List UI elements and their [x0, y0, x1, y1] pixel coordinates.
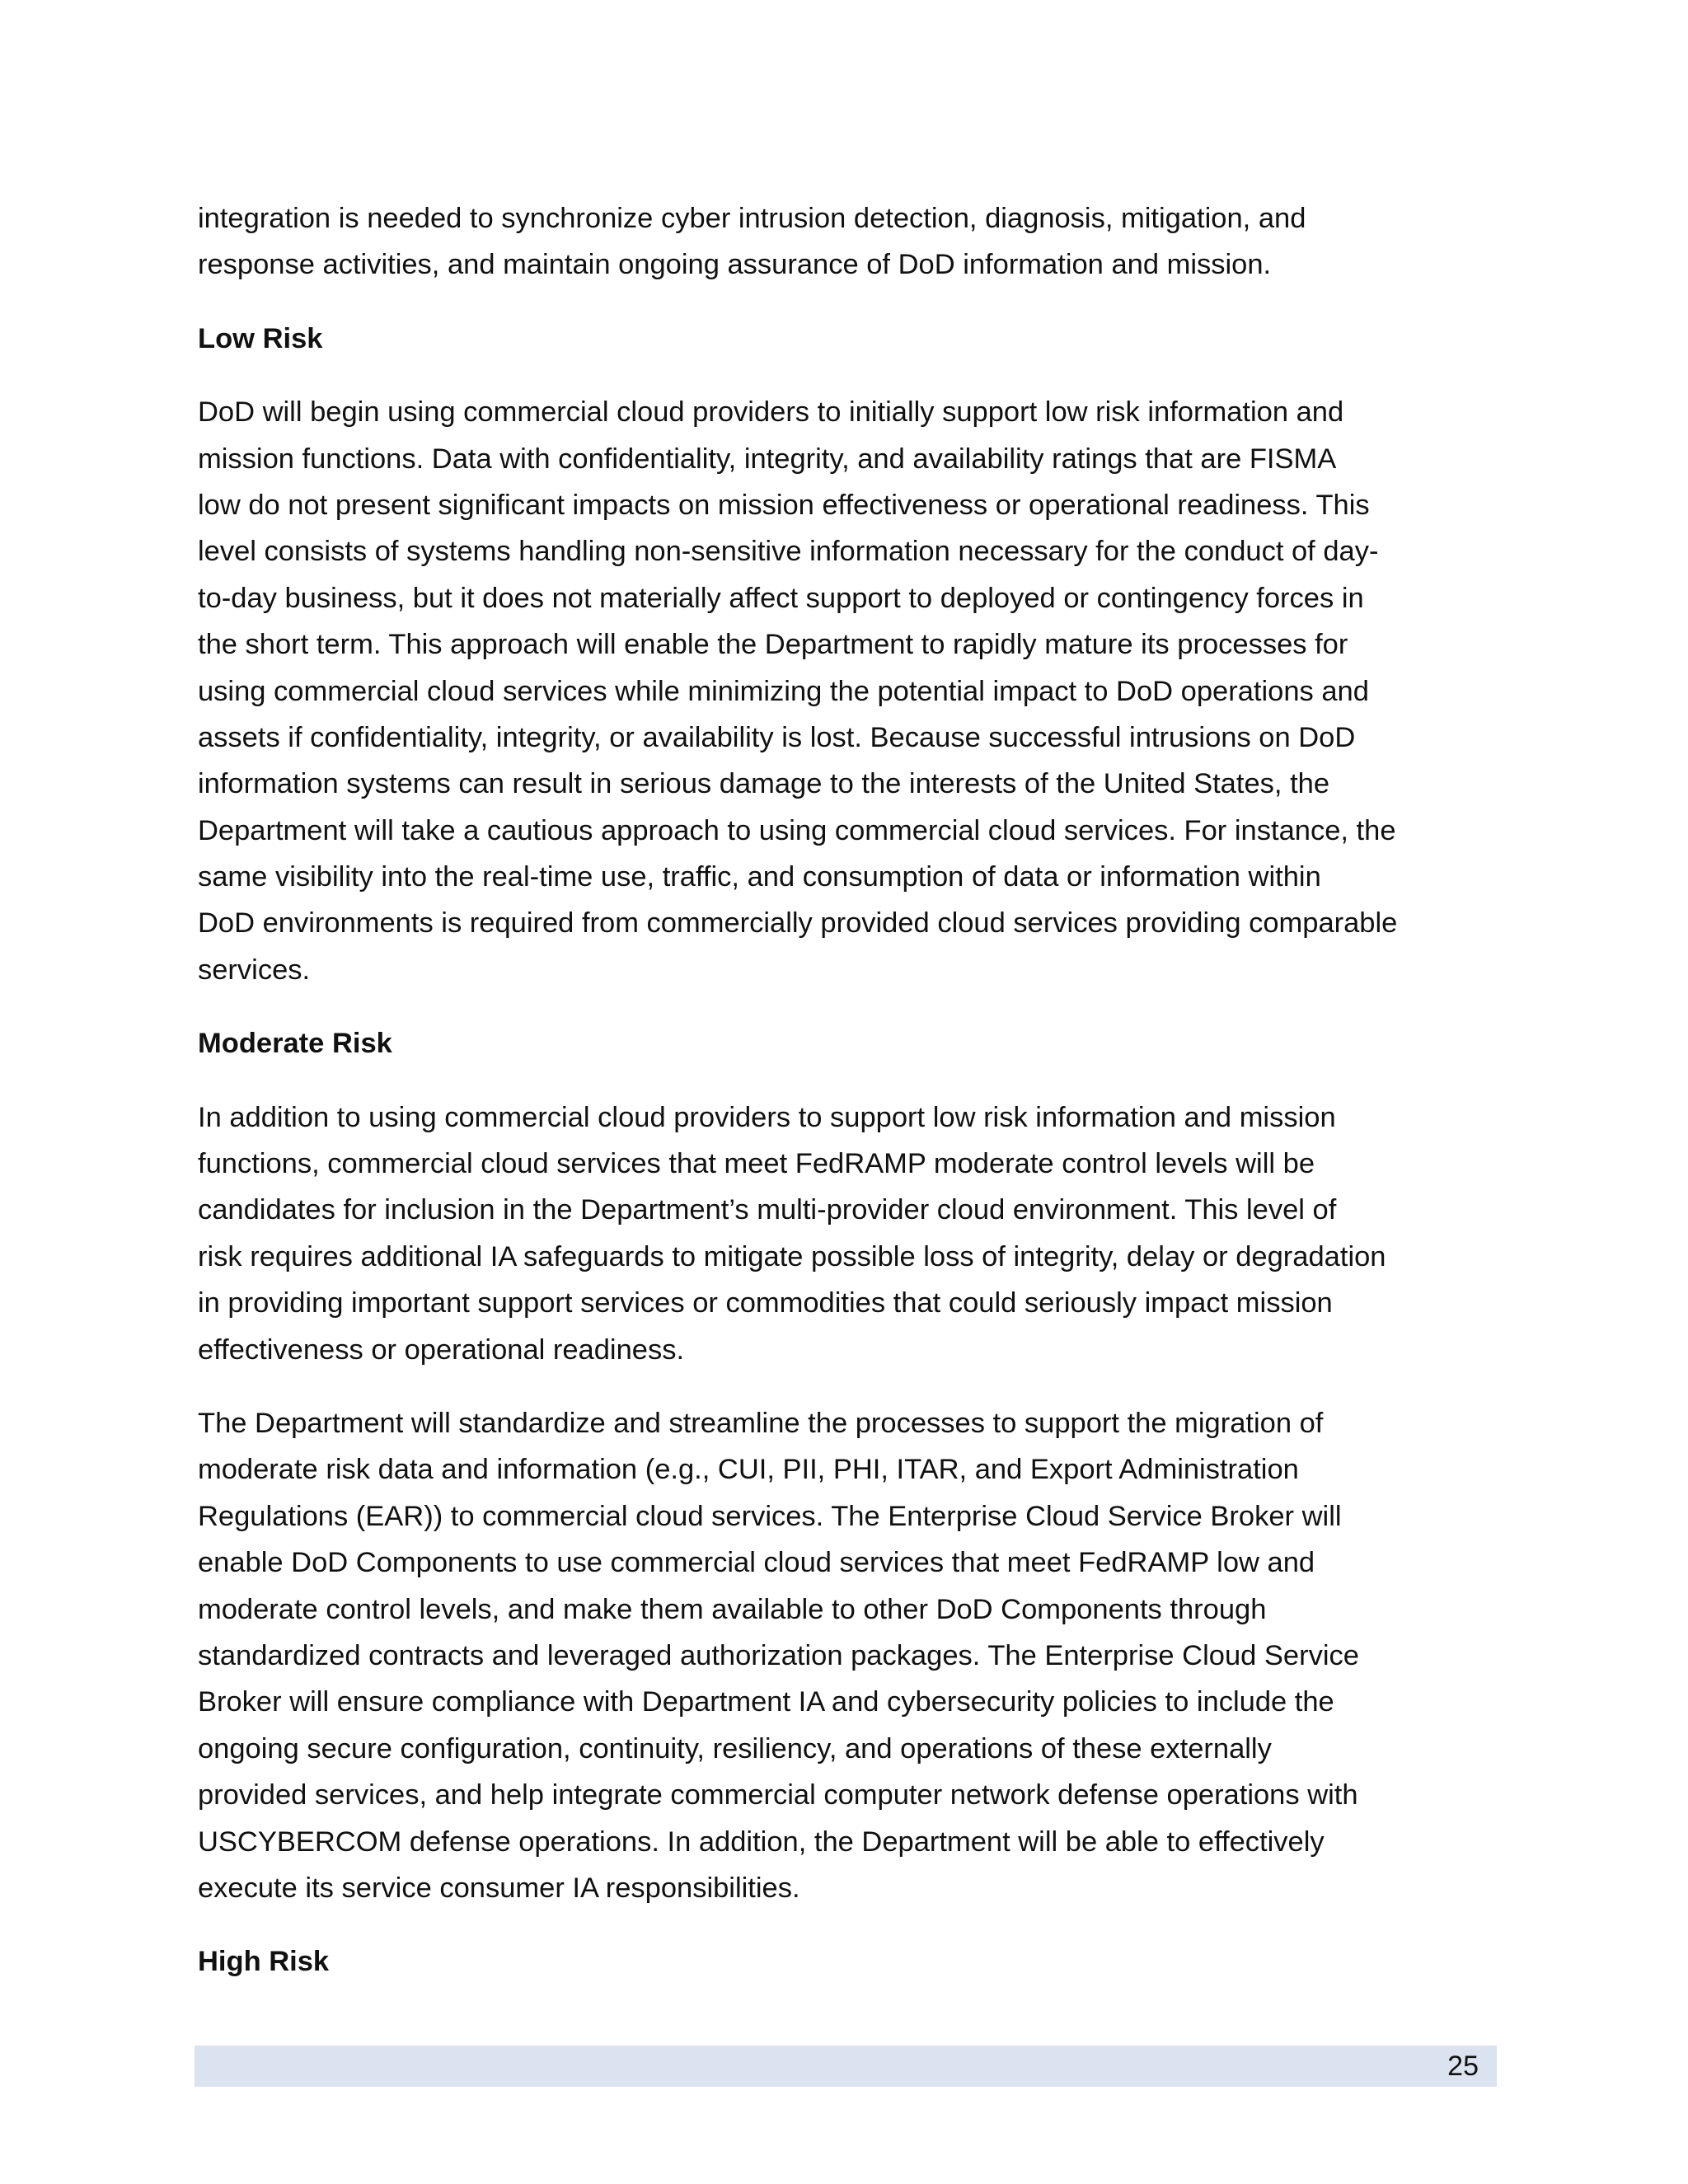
paragraph-line: assets if confidentiality, integrity, or availability is lost. Because successful intrusions on DoD	[198, 721, 1356, 753]
paragraph-line: level consists of systems handling non-sensitive information necessary for the conduct of day-	[198, 536, 1379, 568]
paragraph-line: standardized contracts and leveraged authorization packages. The Enterprise Cloud Service	[198, 1639, 1359, 1671]
paragraph-line: functions, commercial cloud services that meet FedRAMP moderate control levels will be	[198, 1148, 1315, 1180]
paragraph-line: enable DoD Components to use commercial cloud services that meet FedRAMP low and	[198, 1547, 1315, 1579]
paragraph-line: candidates for inclusion in the Department’s multi-provider cloud environment. This level of	[198, 1194, 1337, 1226]
section-heading-low-risk: Low Risk	[198, 322, 323, 354]
paragraph-line: DoD environments is required from commercially provided cloud services providing comparable	[198, 907, 1398, 940]
paragraph-line: integration is needed to synchronize cyber intrusion detection, diagnosis, mitigation, and	[198, 203, 1306, 234]
paragraph-line: effectiveness or operational readiness.	[198, 1333, 685, 1366]
document-body	[198, 195, 1496, 2013]
section-heading-moderate-risk: Moderate Risk	[198, 1028, 392, 1060]
section-heading-high-risk: High Risk	[198, 1946, 330, 1978]
page-number: 25	[1447, 2050, 1479, 2082]
paragraph-line: mission functions. Data with confidentiality, integrity, and availability ratings that are FISMA	[198, 443, 1337, 475]
paragraph-line: In addition to using commercial cloud providers to support low risk information and mission	[198, 1101, 1336, 1133]
paragraph-line: in providing important support services or commodities that could seriously impact mission	[198, 1287, 1333, 1319]
paragraph-line: The Department will standardize and streamline the processes to support the migration of	[198, 1407, 1324, 1439]
paragraph-line: execute its service consumer IA responsibilities.	[198, 1872, 800, 1904]
paragraph-line: risk requires additional IA safeguards to mitigate possible loss of integrity, delay or degradation	[198, 1240, 1386, 1272]
paragraph-line: moderate control levels, and make them available to other DoD Components through	[198, 1593, 1267, 1625]
paragraph-line: USCYBERCOM defense operations. In addition, the Department will be able to effectively	[198, 1825, 1325, 1858]
paragraph-line: to-day business, but it does not materially affect support to deployed or contingency forces in	[198, 582, 1364, 614]
paragraph-line: using commercial cloud services while minimizing the potential impact to DoD operations and	[198, 675, 1369, 707]
paragraph-line: services.	[198, 954, 311, 986]
paragraph-line: ongoing secure configuration, continuity, resiliency, and operations of these externally	[198, 1732, 1272, 1765]
paragraph-line: Regulations (EAR)) to commercial cloud services. The Enterprise Cloud Service Broker will	[198, 1500, 1342, 1532]
moderate-risk-paragraph-1	[198, 1094, 1496, 1373]
moderate-risk-paragraph-2	[198, 1400, 1496, 1911]
paragraph-line: Department will take a cautious approach to using commercial cloud services. For instance, the	[198, 814, 1396, 846]
paragraph-line: information systems can result in serious damage to the interests of the United States, the	[198, 768, 1330, 800]
paragraph-line: the short term. This approach will enable the Department to rapidly mature its processes for	[198, 629, 1348, 661]
paragraph-line: low do not present significant impacts on mission effectiveness or operational readiness. This	[198, 489, 1370, 521]
paragraph-line: provided services, and help integrate commercial computer network defense operations with	[198, 1779, 1358, 1811]
paragraph-line: Broker will ensure compliance with Department IA and cybersecurity policies to include the	[198, 1686, 1334, 1718]
paragraph-line: response activities, and maintain ongoing assurance of DoD information and mission.	[198, 249, 1272, 281]
low-risk-paragraph	[198, 389, 1496, 993]
footer-bar	[195, 2046, 1497, 2087]
paragraph-line: DoD will begin using commercial cloud providers to initially support low risk information and	[198, 396, 1344, 429]
paragraph-line: moderate risk data and information (e.g., CUI, PII, PHI, ITAR, and Export Administration	[198, 1454, 1299, 1486]
paragraph-line: same visibility into the real-time use, traffic, and consumption of data or information within	[198, 861, 1321, 893]
intro-paragraph	[198, 195, 1496, 288]
